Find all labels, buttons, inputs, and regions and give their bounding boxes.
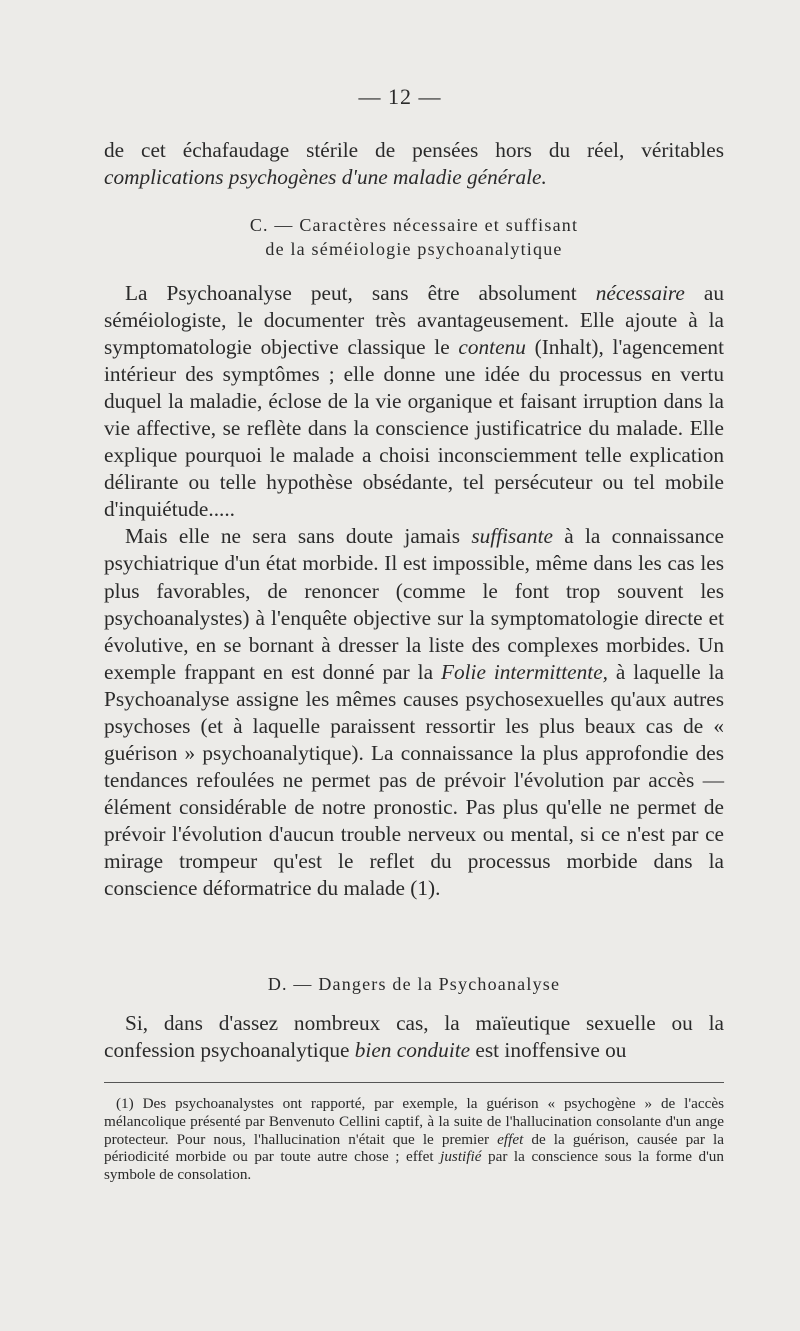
section-d-heading: D. — Dangers de la Psychoanalyse (267, 974, 561, 994)
intro-italic: complications psychogènes d'une maladie générale. (104, 165, 547, 190)
intro-paragraph (104, 137, 724, 191)
footnote-divider (104, 1082, 724, 1083)
paragraph-1: La Psychoanalyse peut, sans être absolument nécessaire au séméiologiste, le documenter très avantageusement. Elle ajoute à la symptomatologie objective classique le contenu (Inhalt), l'agencement intérieur des symptômes ; elle donne une idée du processus en vertu duquel la maladie, éclose de la vie organique et faisant irruption dans la vie affective, se reflète dans la conscience justificatrice du malade. Elle explique pourquoi le malade a choisi inconsciemment telle explication délirante ou telle hypothèse obsédante, tel persécuteur ou tel mobile d'inquiétude..... (104, 281, 724, 522)
section-d-body (104, 1010, 724, 1064)
section-c-heading-line2: de la séméiologie psychoanalytique (265, 239, 563, 259)
paragraph-3: Si, dans d'assez nombreux cas, la maïeutique sexuelle ou la confession psychoanalytique bien conduite est inoffensive ou (104, 1011, 724, 1063)
page-number: — 12 — (358, 84, 442, 109)
footnote: (1) Des psychoanalystes ont rapporté, par exemple, la guérison « psychogène » de l'accès mélancolique présenté par Benvenuto Cellini captif, à la suite de l'hallucination consolante d'un ange protecteur. Pour nous, l'hallucination n'était que le premier effet de la guérison, causée par la périodicité morbide ou par toute autre chose ; effet justifié par la conscience sous la forme d'un symbole de consolation. (104, 1095, 725, 1184)
section-c-heading (104, 213, 724, 261)
intro-text: de cet échafaudage stérile de pensées hors du réel, véritables (104, 138, 724, 162)
section-c-body (104, 280, 724, 902)
paragraph-2: Mais elle ne sera sans doute jamais suffisante à la connaissance psychiatrique d'un état morbide. Il est impossible, même dans les cas les plus favorables, de renoncer (comme le font trop souvent les psychoanalystes) à l'enquête objective sur la symptomatologie directe et évolutive, en se bornant à dresser la liste des complexes morbides. Un exemple frappant en est donné par la Folie intermittente, à laquelle la Psychoanalyse assigne les mêmes causes psychosexuelles qu'aux autres psychoses (et à laquelle paraissent ressortir les plus beaux cas de « guérison » psychoanalytique). La connaissance la plus approfondie des tendances refoulées ne permet pas de prévoir l'évolution par accès — élément considérable de notre pronostic. Pas plus qu'elle ne permet de prévoir l'évolution d'aucun trouble nerveux ou mental, si ce n'est par ce mirage trompeur qu'est le reflet du processus morbide dans la conscience déformatrice du malade (1). (104, 524, 724, 901)
section-c-heading-line1: C. — Caractères nécessaire et suffisant (249, 215, 579, 235)
